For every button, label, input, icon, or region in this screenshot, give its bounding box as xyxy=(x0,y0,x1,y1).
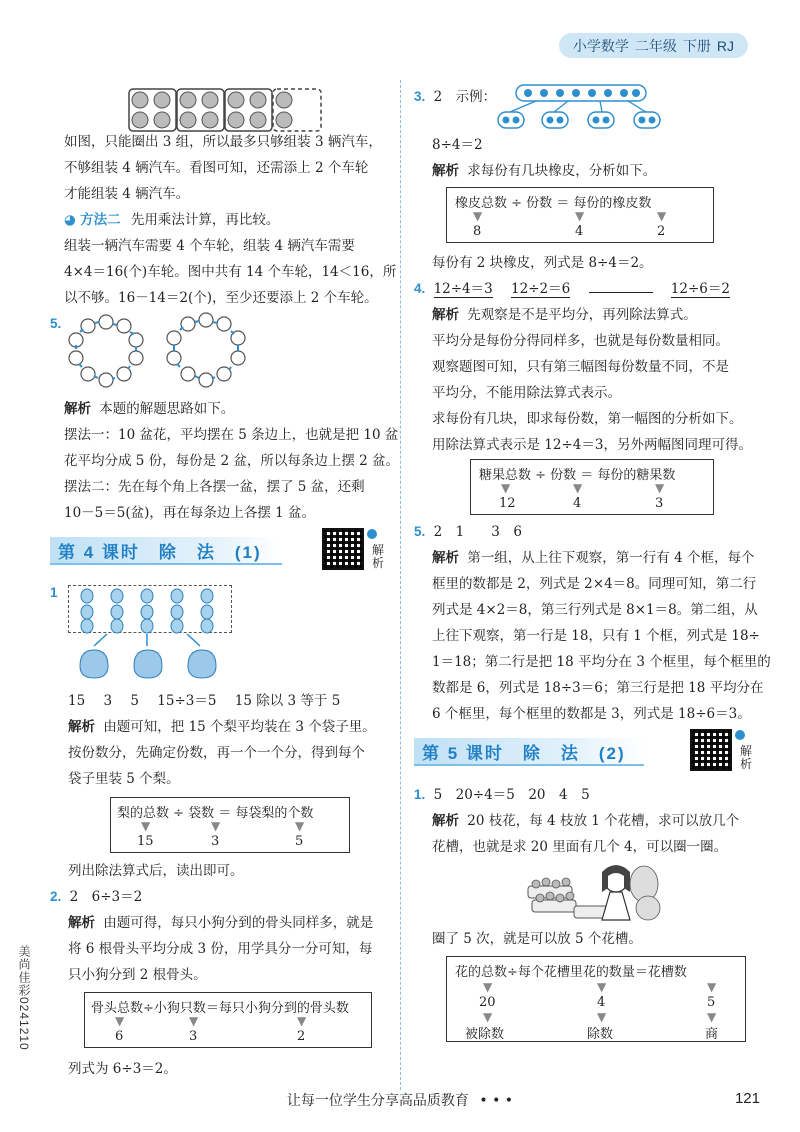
analysis-label: 解析 xyxy=(68,719,95,734)
right-q4-number: 4. xyxy=(414,281,426,296)
right-q1-answer-line xyxy=(414,784,590,806)
right-q5-line3: 上往下观察，第一行是 18，只有 1 个框，列式是 18÷ xyxy=(432,628,760,644)
left-q2-answer: 2 6÷3＝2 xyxy=(69,889,143,905)
q3-relation-box xyxy=(446,187,714,243)
box-header: 糖果总数 ÷ 份数 ＝ 每份的糖果数 xyxy=(479,468,676,483)
box-value-3: 2 xyxy=(297,1029,306,1044)
arrow-down-icon: ▼ xyxy=(707,980,717,994)
arrow-down-icon: ▼ xyxy=(483,980,493,994)
box-header: 橡皮总数 ÷ 份数 ＝ 每份的橡皮数 xyxy=(455,196,652,211)
analysis-text: 第一组，从上往下观察，第一行有 4 个框，每个 xyxy=(467,550,755,566)
analysis-label: 解析 xyxy=(432,307,459,322)
right-q3-after: 每份有 2 块橡皮，列式是 8÷4＝2。 xyxy=(432,255,653,271)
right-q3-number: 3. xyxy=(414,89,426,104)
answer-3: 3 xyxy=(103,693,113,709)
arrow-down-icon: ▼ xyxy=(657,209,667,223)
side-print-code: 美尚佳彩0241210 xyxy=(17,945,31,1051)
flower-girl-illustration xyxy=(524,862,664,924)
subject-label: 小学数学 xyxy=(572,37,629,54)
answer-equation: 15÷3＝5 xyxy=(157,693,217,709)
play-icon xyxy=(735,730,745,740)
left-q2-line3: 只小狗分到 2 根骨头。 xyxy=(68,967,207,983)
left-p1-line3: 才能组装 4 辆汽车。 xyxy=(64,186,190,202)
left-p2-line2: 4×4＝16(个)车轮。图中共有 14 个车轮，14＜16，所 xyxy=(64,264,397,280)
analysis-label: 解析 xyxy=(432,813,459,828)
term-divisor: 除数 xyxy=(587,1027,614,1042)
answer-read-5: 5 xyxy=(331,693,341,709)
right-q1-analysis xyxy=(432,810,739,832)
q4-answer-blank xyxy=(589,292,653,293)
answer-5: 5 xyxy=(130,693,139,709)
analysis-label: 解析 xyxy=(432,550,459,565)
right-q5-line2: 列式是 4×2＝8，第三行列式是 8×1＝8。第二组，从 xyxy=(432,602,758,618)
right-q4-line5: 用除法算式表示是 12÷4＝3，另外两幅图同理可得。 xyxy=(432,437,752,453)
eraser-grouping-diagram xyxy=(496,82,664,130)
edition-label: RJ xyxy=(716,37,734,54)
left-q5-line3: 摆法二：先在每个角上各摆一盆，摆了 5 盆，还剩 xyxy=(64,479,365,495)
right-q1-answer: 5 20÷4＝5 20 4 5 xyxy=(433,787,590,803)
right-q5-number: 5. xyxy=(414,524,426,539)
right-q5-answer-line xyxy=(414,521,522,543)
play-icon xyxy=(367,529,377,539)
analysis-line1: 由题可得，每只小狗分到的骨头同样多，就是 xyxy=(103,915,374,931)
right-q5-line1: 框里的数都是 2，列式是 2×4＝8。同理可知，第二行 xyxy=(432,576,757,592)
arrow-down-icon: ▼ xyxy=(473,209,483,223)
q4-relation-box xyxy=(470,459,714,515)
right-q3-analysis xyxy=(432,160,656,182)
method-text: 先用乘法计算，再比较。 xyxy=(130,212,280,228)
arrow-down-icon: ▼ xyxy=(141,819,151,833)
arrow-down-icon: ▼ xyxy=(211,819,221,833)
analysis-text: 求每份有几块橡皮，分析如下。 xyxy=(467,163,657,179)
left-q2-answer-line xyxy=(50,886,142,908)
term-dividend: 被除数 xyxy=(465,1027,505,1042)
left-q1-answer xyxy=(68,690,340,712)
q2-relation-box xyxy=(84,992,372,1048)
left-q2-after: 列式为 6÷3＝2。 xyxy=(68,1061,177,1077)
right-q4-line4: 求每份有几块，即求每份数，第一幅图的分析如下。 xyxy=(432,411,743,427)
left-q5-line2: 花平均分成 5 份，每份是 2 盆，所以每条边上摆 2 盆。 xyxy=(64,453,400,469)
left-q5-analysis xyxy=(64,398,234,420)
grade-label: 二年级 xyxy=(634,37,677,54)
pears-and-bags-illustration xyxy=(72,586,232,686)
box-value-2: 3 xyxy=(189,1029,198,1044)
arrow-down-icon: ▼ xyxy=(597,1010,607,1024)
q4-answer-2: 12÷2＝6 xyxy=(511,281,571,297)
method-label: 方法二 xyxy=(80,212,121,227)
left-q2-analysis xyxy=(68,912,373,934)
qr-label-lesson-4: 解析 xyxy=(372,543,385,570)
q1-lesson5-relation-box xyxy=(446,956,746,1042)
box-value-3: 2 xyxy=(657,224,666,239)
q1-relation-box xyxy=(110,797,350,853)
arrow-down-icon: ▼ xyxy=(573,481,583,495)
qr-code-lesson-4[interactable] xyxy=(322,528,364,570)
arrow-down-icon: ▼ xyxy=(297,1014,307,1028)
box-value-1: 6 xyxy=(115,1029,124,1044)
answer-read-15: 15 xyxy=(234,693,252,709)
left-p1-line2: 不够组装 4 辆汽车。看图可知，还需添上 2 个车轮 xyxy=(64,160,369,176)
arrow-down-icon: ▼ xyxy=(597,980,607,994)
left-q5-line1: 摆法一：10 盆花，平均摆在 5 条边上，也就是把 10 盆 xyxy=(64,427,399,443)
box-value-3: 5 xyxy=(295,834,304,849)
answer-read-divide: 除以 xyxy=(256,693,284,709)
arrow-down-icon: ▼ xyxy=(189,1014,199,1028)
answer-read-3: 3 xyxy=(287,693,297,709)
method-two-line xyxy=(64,209,279,231)
right-q5-analysis xyxy=(432,547,754,569)
analysis-text: 20 枝花，每 4 枝放 1 个花槽，求可以放几个 xyxy=(467,813,740,829)
analysis-label: 解析 xyxy=(68,915,95,930)
right-q5-line4: 1＝18；第二行是把 18 平均分在 3 个框里，每个框里的 xyxy=(432,654,771,670)
left-q2-number: 2. xyxy=(50,889,62,904)
footer xyxy=(0,1090,800,1110)
arrow-down-icon: ▼ xyxy=(501,481,511,495)
arrow-down-icon: ▼ xyxy=(575,209,585,223)
right-q4-analysis xyxy=(432,304,697,326)
right-q5-line6: 6 个框里，每个框里的数都是 3，列式是 18÷6＝3。 xyxy=(432,706,751,722)
lesson-4-title: 第 4 课时 除 法 (1) xyxy=(50,537,282,565)
box-header: 梨的总数 ÷ 袋数 ＝ 每袋梨的个数 xyxy=(117,806,314,821)
right-q4-line1: 平均分是每份分得同样多，也就是每份数量相同。 xyxy=(432,333,729,349)
qr-code-lesson-5[interactable] xyxy=(690,729,732,771)
arrow-down-icon: ▼ xyxy=(707,1010,717,1024)
right-q1-after: 圈了 5 次，就是可以放 5 个花槽。 xyxy=(432,931,642,947)
column-divider xyxy=(400,80,401,1090)
qr-label-lesson-5: 解析 xyxy=(740,744,753,771)
footer-slogan: 让每一位学生分享高品质教育 xyxy=(286,1093,469,1109)
box-value-1: 12 xyxy=(499,496,516,511)
arrow-down-icon: ▼ xyxy=(295,819,305,833)
answer-read-equals: 等于 xyxy=(300,693,328,709)
right-q3-answer: 2 示例： xyxy=(433,89,497,105)
box-value-3: 5 xyxy=(707,995,716,1010)
right-q1-line2: 花槽，也就是求 20 里面有几个 4，可以圈一圈。 xyxy=(432,839,728,855)
right-q5-line5: 数都是 6，列式是 18÷3＝6；第三行是把 18 平均分在 xyxy=(432,680,764,696)
left-q1-line3: 袋子里装 5 个梨。 xyxy=(68,771,180,787)
left-q5-number: 5. xyxy=(50,316,62,331)
right-q4-line2: 观察题图可知，只有第三幅图每份数量不同，不是 xyxy=(432,359,729,375)
right-q4-answer-line xyxy=(414,278,730,300)
right-q5-answer: 2 1 3 6 xyxy=(433,524,522,540)
analysis-text: 先观察是不是平均分，再列除法算式。 xyxy=(467,307,697,323)
bulb-icon: ◕ xyxy=(64,212,76,228)
left-q1-analysis xyxy=(68,716,376,738)
right-q1-number: 1. xyxy=(414,787,426,802)
answer-15: 15 xyxy=(68,693,86,709)
term-quotient: 商 xyxy=(705,1027,719,1042)
left-q1-after: 列出除法算式后，读出即可。 xyxy=(68,863,244,879)
box-header: 骨头总数÷小狗只数＝每只小狗分到的骨头数 xyxy=(91,1001,349,1016)
q4-answer-1: 12÷4＝3 xyxy=(433,281,493,297)
box-value-1: 15 xyxy=(137,834,154,849)
right-q3-equation: 8÷4＝2 xyxy=(432,137,483,153)
volume-label: 下册 xyxy=(682,37,711,54)
box-value-1: 20 xyxy=(479,995,496,1010)
analysis-label: 解析 xyxy=(64,401,91,416)
box-value-1: 8 xyxy=(473,224,482,239)
right-q3-answer-line xyxy=(414,86,496,108)
arrow-down-icon: ▼ xyxy=(655,481,665,495)
left-q5-line4: 10－5＝5(盆)，再在每条边上各摆 1 盆。 xyxy=(64,505,316,521)
left-p1-line1: 如图，只能圈出 3 组，所以最多只够组装 3 辆汽车， xyxy=(64,134,382,150)
footer-dots: • • • xyxy=(479,1093,514,1109)
q4-answer-3: 12÷6＝2 xyxy=(670,281,730,297)
box-header: 花的总数÷每个花槽里花的数量＝花槽数 xyxy=(455,965,687,980)
box-value-2: 4 xyxy=(573,496,582,511)
box-value-2: 4 xyxy=(597,995,606,1010)
box-value-3: 3 xyxy=(655,496,664,511)
analysis-line1: 由题可知，把 15 个梨平均装在 3 个袋子里。 xyxy=(103,719,376,735)
analysis-label: 解析 xyxy=(432,163,459,178)
analysis-text: 本题的解题思路如下。 xyxy=(99,401,235,417)
right-q4-line3: 平均分，不能用除法算式表示。 xyxy=(432,385,621,401)
box-value-2: 4 xyxy=(575,224,584,239)
arrow-down-icon: ▼ xyxy=(483,1010,493,1024)
page-number: 121 xyxy=(734,1090,760,1107)
left-q1-number: 1 xyxy=(50,585,58,600)
lesson-5-title: 第 5 课时 除 法 (2) xyxy=(414,738,644,766)
left-q2-line2: 将 6 根骨头平均分成 3 份，用学具分一分可知，每 xyxy=(68,941,373,957)
arrow-down-icon: ▼ xyxy=(115,1014,125,1028)
left-q1-line2: 按份数分，先确定份数，再一个一个分，得到每个 xyxy=(68,745,365,761)
left-p2-line3: 以不够。16－14＝2(个)，至少还要添上 2 个车轮。 xyxy=(64,290,378,306)
wheels-illustration xyxy=(128,88,324,132)
flower-ring-diagrams xyxy=(64,312,264,392)
box-value-2: 3 xyxy=(211,834,220,849)
header-badge xyxy=(559,33,748,58)
left-p2-line1: 组装一辆汽车需要 4 个车轮，组装 4 辆汽车需要 xyxy=(64,238,355,254)
